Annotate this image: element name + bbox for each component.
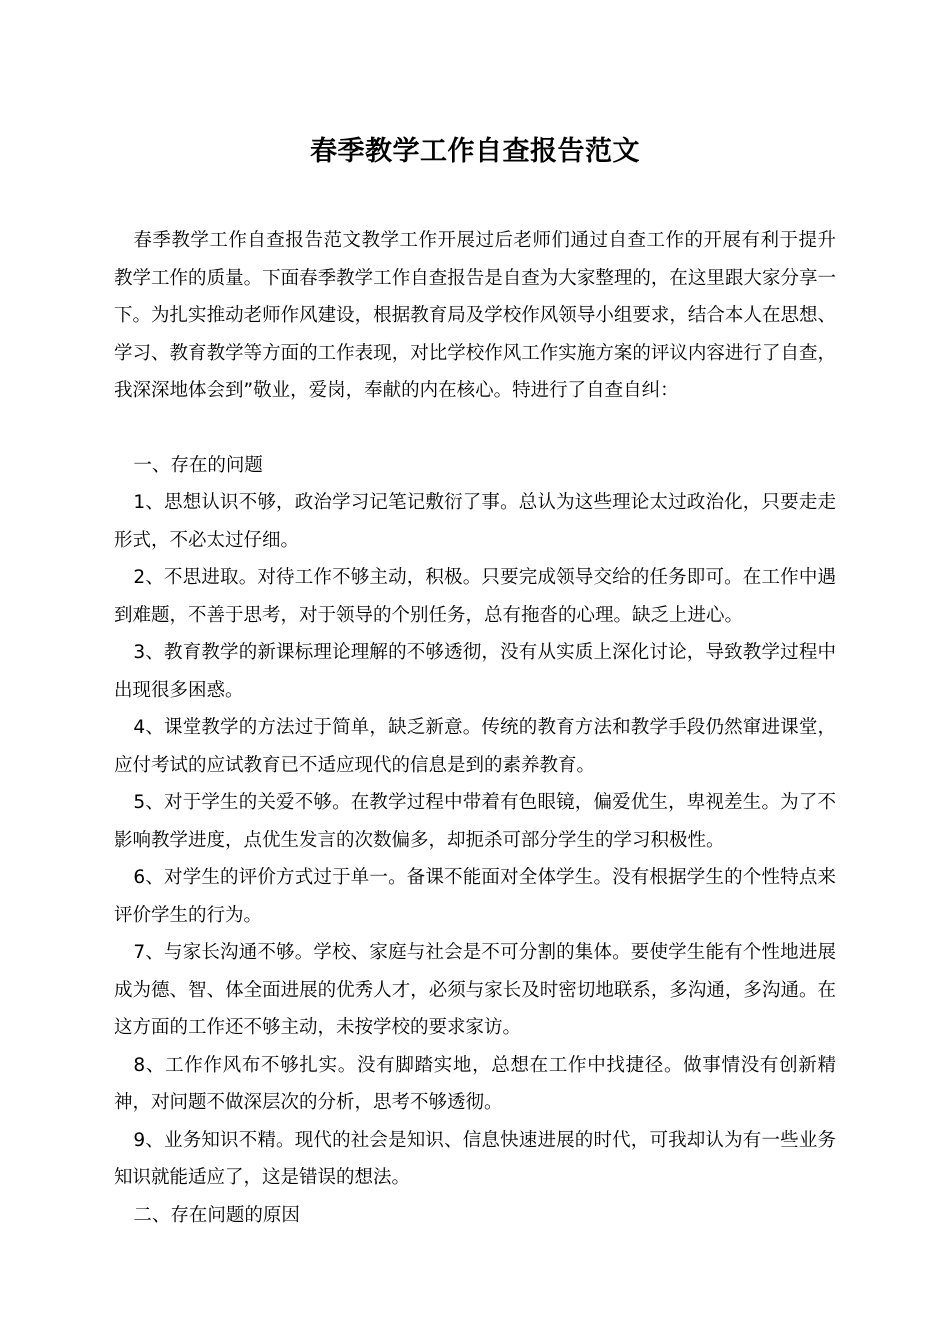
- section-heading-problems: 一、存在的问题: [133, 454, 263, 476]
- problem-item-4: 4、课堂教学的方法过于简单，缺乏新意。传统的教育方法和教学手段仍然窜进课堂，应付考试的应试教育已不适应现代的信息是到的素养教育。: [114, 717, 836, 776]
- document-body: [114, 222, 836, 1234]
- problem-item-8: 8、工作作风布不够扎实。没有脚踏实地，总想在工作中找捷径。做事情没有创新精神，对问题不做深层次的分析，思考不够透彻。: [114, 1054, 836, 1113]
- intro-paragraph: 春季教学工作自查报告范文教学工作开展过后老师们通过自查工作的开展有利于提升教学工作的质量。下面春季教学工作自查报告是自查为大家整理的，在这里跟大家分享一下。为扎实推动老师作风建设，根据教育局及学校作风领导小组要求，结合本人在思想、学习、教育教学等方面的工作表现，对比学校作风工作实施方案的评议内容进行了自查，我深深地体会到”敬业，爱岗，奉献的内在核心。特进行了自查自纠：: [114, 230, 836, 401]
- problem-item-1: 1、思想认识不够，政治学习记笔记敷衍了事。总认为这些理论太过政治化，只要走走形式，不必太过仔细。: [114, 492, 836, 551]
- section-heading-causes: 二、存在问题的原因: [133, 1204, 300, 1226]
- problem-item-7: 7、与家长沟通不够。学校、家庭与社会是不可分割的集体。要使学生能有个性地进展成为德、智、体全面进展的优秀人才，必须与家长及时密切地联系，多沟通，多沟通。在这方面的工作还不够主动，未按学校的要求家访。: [114, 942, 836, 1038]
- problem-item-5: 5、对于学生的关爱不够。在教学过程中带着有色眼镜，偏爱优生，卑视差生。为了不影响教学进度，点优生发言的次数偏多，却扼杀可部分学生的学习积极性。: [114, 792, 836, 851]
- problem-item-3: 3、教育教学的新课标理论理解的不够透彻，没有从实质上深化讨论，导致教学过程中出现很多困惑。: [114, 642, 836, 701]
- problem-item-9: 9、业务知识不精。现代的社会是知识、信息快速进展的时代，可我却认为有一些业务知识就能适应了，这是错误的想法。: [114, 1129, 836, 1188]
- document-title: 春季教学工作自查报告范文: [310, 136, 640, 167]
- problem-item-6: 6、对学生的评价方式过于单一。备课不能面对全体学生。没有根据学生的个性特点来评价学生的行为。: [114, 867, 836, 926]
- problem-item-2: 2、不思进取。对待工作不够主动，积极。只要完成领导交给的任务即可。在工作中遇到难题，不善于思考，对于领导的个别任务，总有拖沓的心理。缺乏上进心。: [114, 567, 836, 626]
